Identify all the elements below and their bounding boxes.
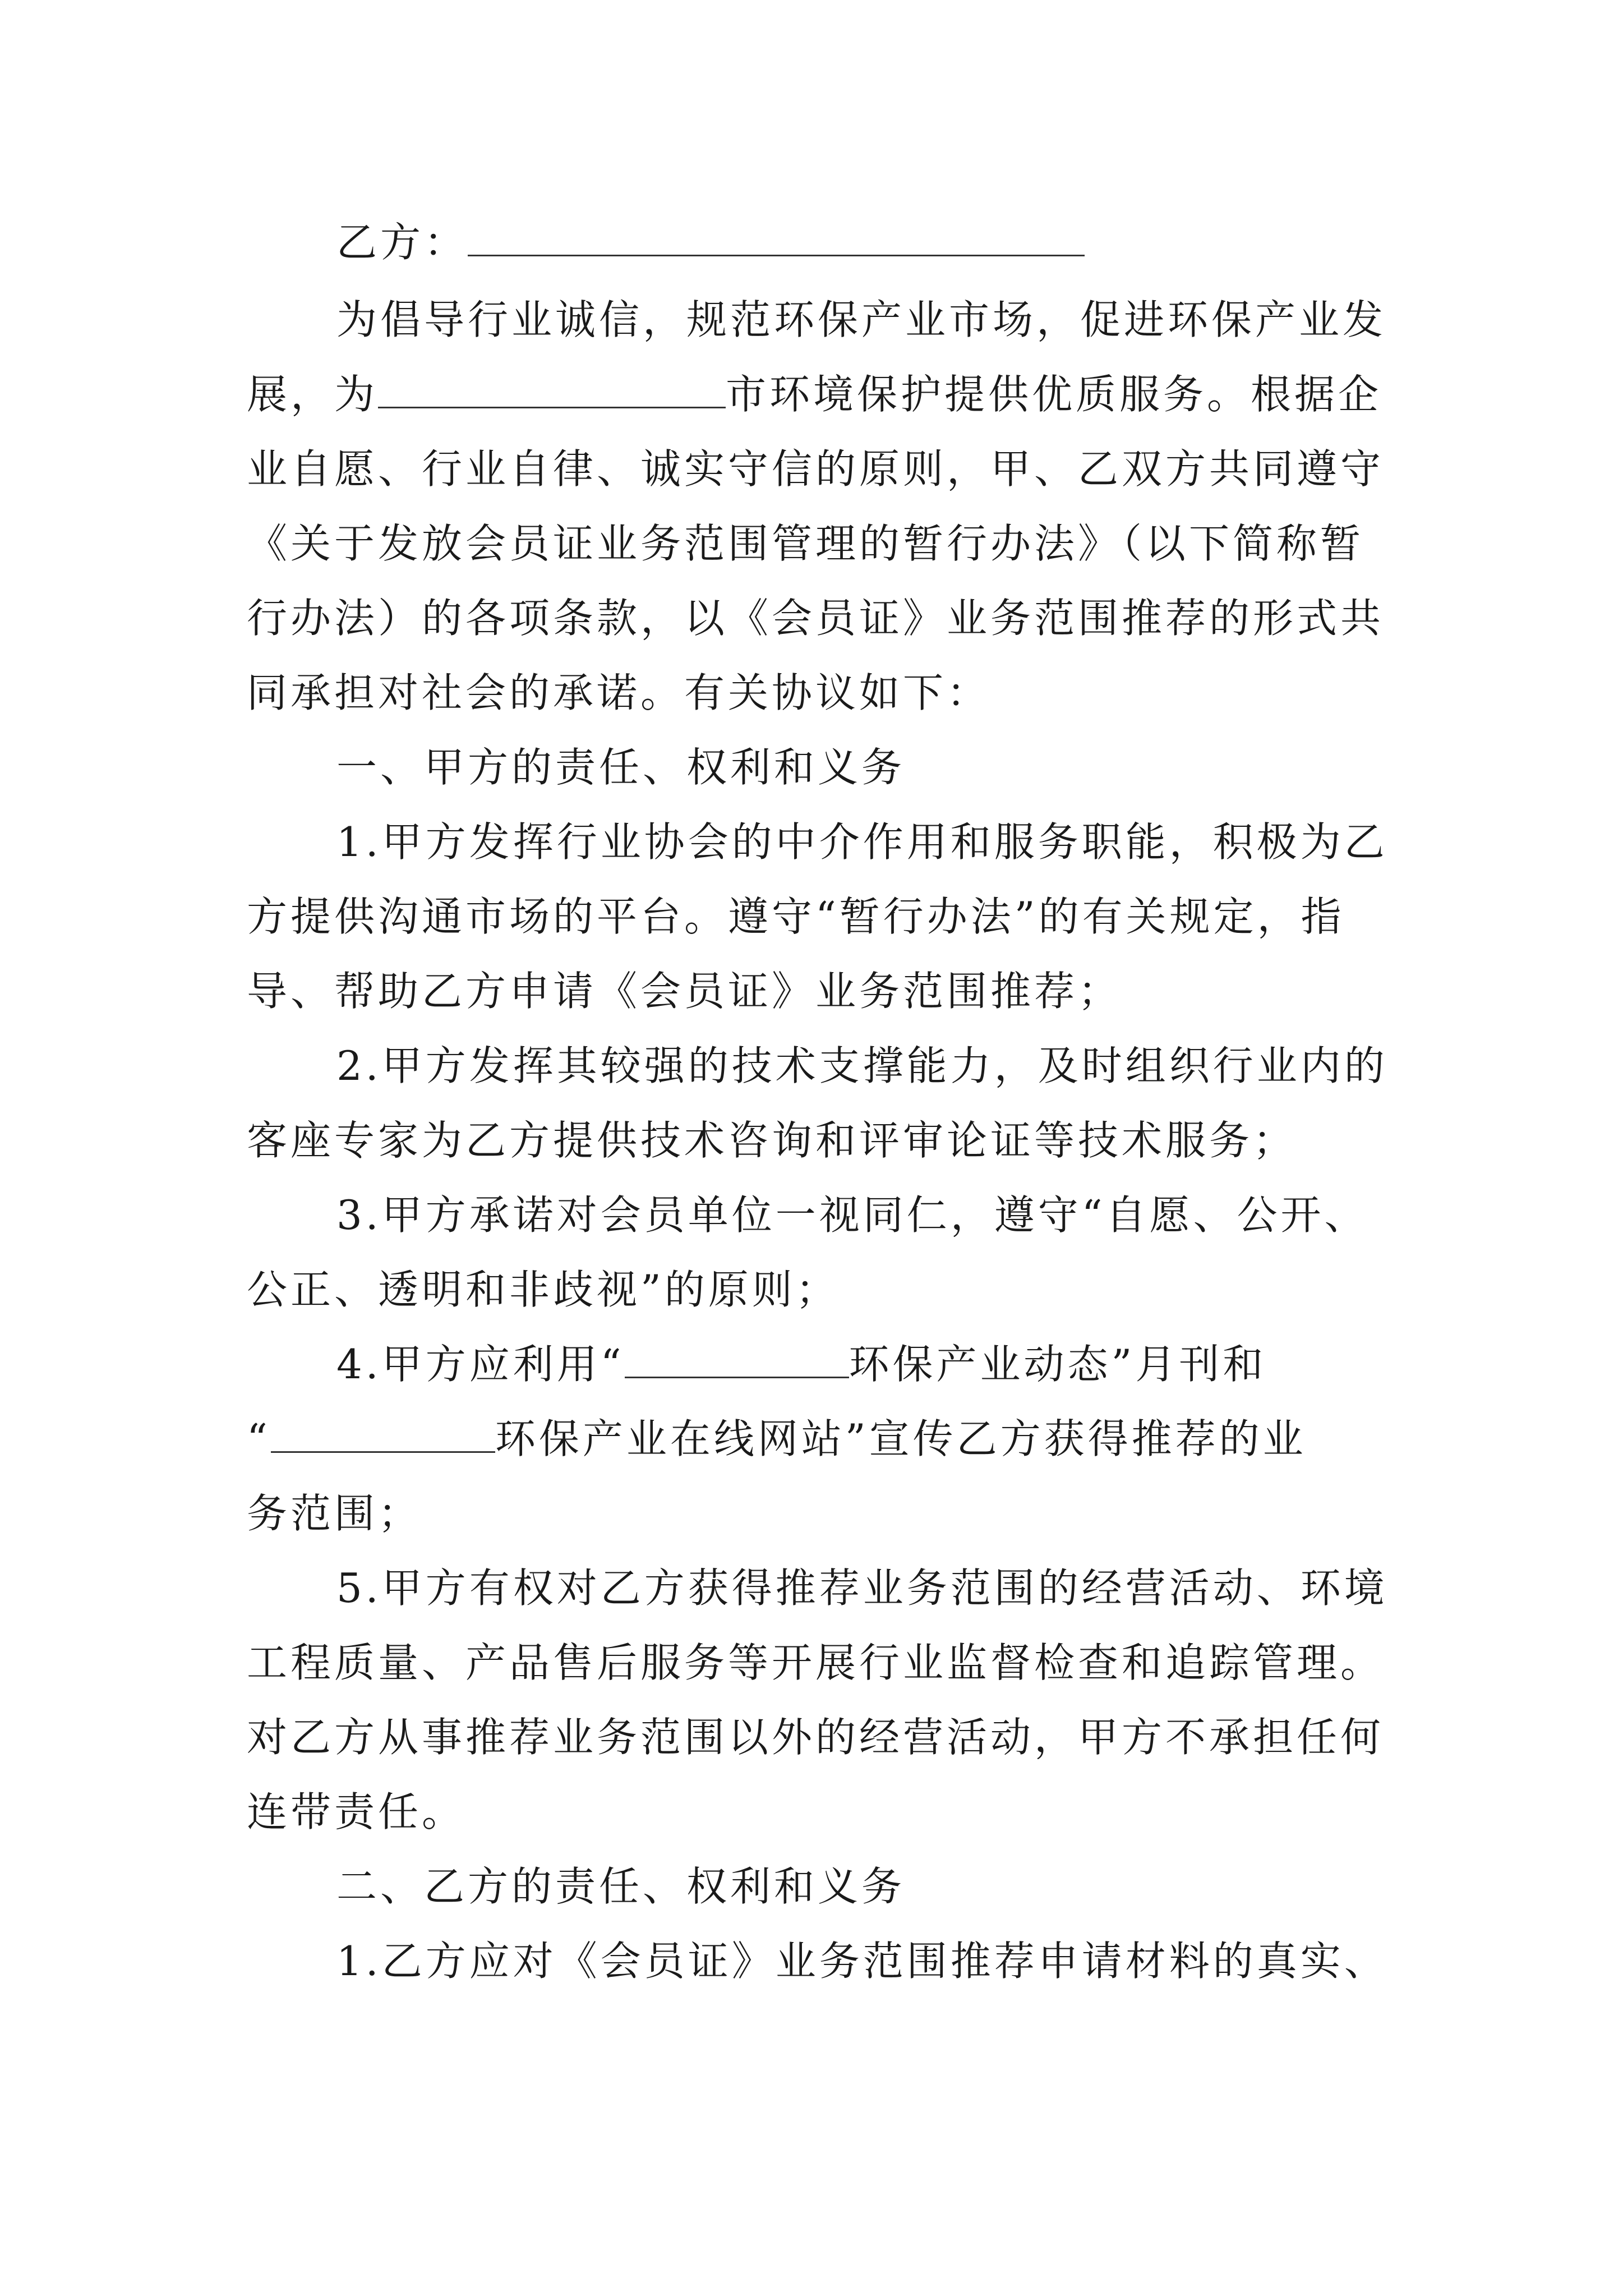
section-1-heading: 一、甲方的责任、权利和义务 xyxy=(336,744,906,791)
s1-item1-line1: 1.甲方发挥行业协会的中介作用和服务职能，积极为乙 xyxy=(336,818,1388,866)
s1-item3-line1: 3.甲方承诺对会员单位一视同仁，遵守“自愿、公开、 xyxy=(336,1191,1368,1239)
s1-item4-line2 xyxy=(247,1411,1307,1467)
website-name-blank xyxy=(271,1416,495,1453)
s1-item2-line1: 2.甲方发挥其较强的技术支撑能力，及时组织行业内的 xyxy=(336,1042,1388,1089)
intro-line-2 xyxy=(247,366,1382,422)
intro-line-2-end: 市环境保护提供优质服务。根据企 xyxy=(726,371,1382,418)
monthly-name-blank xyxy=(625,1342,849,1378)
s1-item2-line2: 客座专家为乙方提供技术咨询和评审论证等技术服务； xyxy=(247,1117,1297,1164)
s1-item1-line3: 导、帮助乙方申请《会员证》业务范围推荐； xyxy=(247,968,1122,1015)
party-b-label: 乙方： xyxy=(336,219,468,266)
s1-item4-line1 xyxy=(336,1336,1266,1392)
s2-item1-line1: 1.乙方应对《会员证》业务范围推荐申请材料的真实、 xyxy=(336,1938,1388,1985)
s1-item3-line2: 公正、透明和非歧视”的原则； xyxy=(247,1266,840,1313)
intro-line-1: 为倡导行业诚信，规范环保产业市场，促进环保产业发 xyxy=(336,296,1387,343)
s1-item5-line2: 工程质量、产品售后服务等开展行业监督检查和追踪管理。 xyxy=(247,1639,1385,1686)
s1-item4-line1-start: 4.甲方应利用“ xyxy=(336,1341,625,1388)
s1-item5-line3: 对乙方从事推荐业务范围以外的经营活动，甲方不承担任何 xyxy=(247,1714,1385,1761)
party-b-line xyxy=(336,214,1085,270)
intro-line-6: 同承担对社会的承诺。有关协议如下： xyxy=(247,669,991,716)
s1-item1-line2: 方提供沟通市场的平台。遵守“暂行办法”的有关规定，指 xyxy=(247,893,1345,940)
intro-line-3: 业自愿、行业自律、诚实守信的原则，甲、乙双方共同遵守 xyxy=(247,445,1385,493)
s1-item4-line2-end: 环保产业在线网站”宣传乙方获得推荐的业 xyxy=(495,1415,1307,1462)
s1-item4-line1-end: 环保产业动态”月刊和 xyxy=(849,1341,1267,1388)
s1-item5-line1: 5.甲方有权对乙方获得推荐业务范围的经营活动、环境 xyxy=(336,1565,1388,1612)
intro-line-4: 《关于发放会员证业务范围管理的暂行办法》（以下简称暂 xyxy=(247,520,1364,567)
section-2-heading: 二、乙方的责任、权利和义务 xyxy=(336,1863,906,1910)
intro-line-2-start: 展，为 xyxy=(247,371,379,418)
party-b-blank xyxy=(468,220,1085,256)
s1-item5-line4: 连带责任。 xyxy=(247,1788,466,1835)
intro-line-5: 行办法）的各项条款，以《会员证》业务范围推荐的形式共 xyxy=(247,595,1385,642)
city-blank xyxy=(378,372,726,408)
s1-item4-line2-start: “ xyxy=(247,1415,271,1462)
s1-item4-line3: 务范围； xyxy=(247,1490,422,1537)
